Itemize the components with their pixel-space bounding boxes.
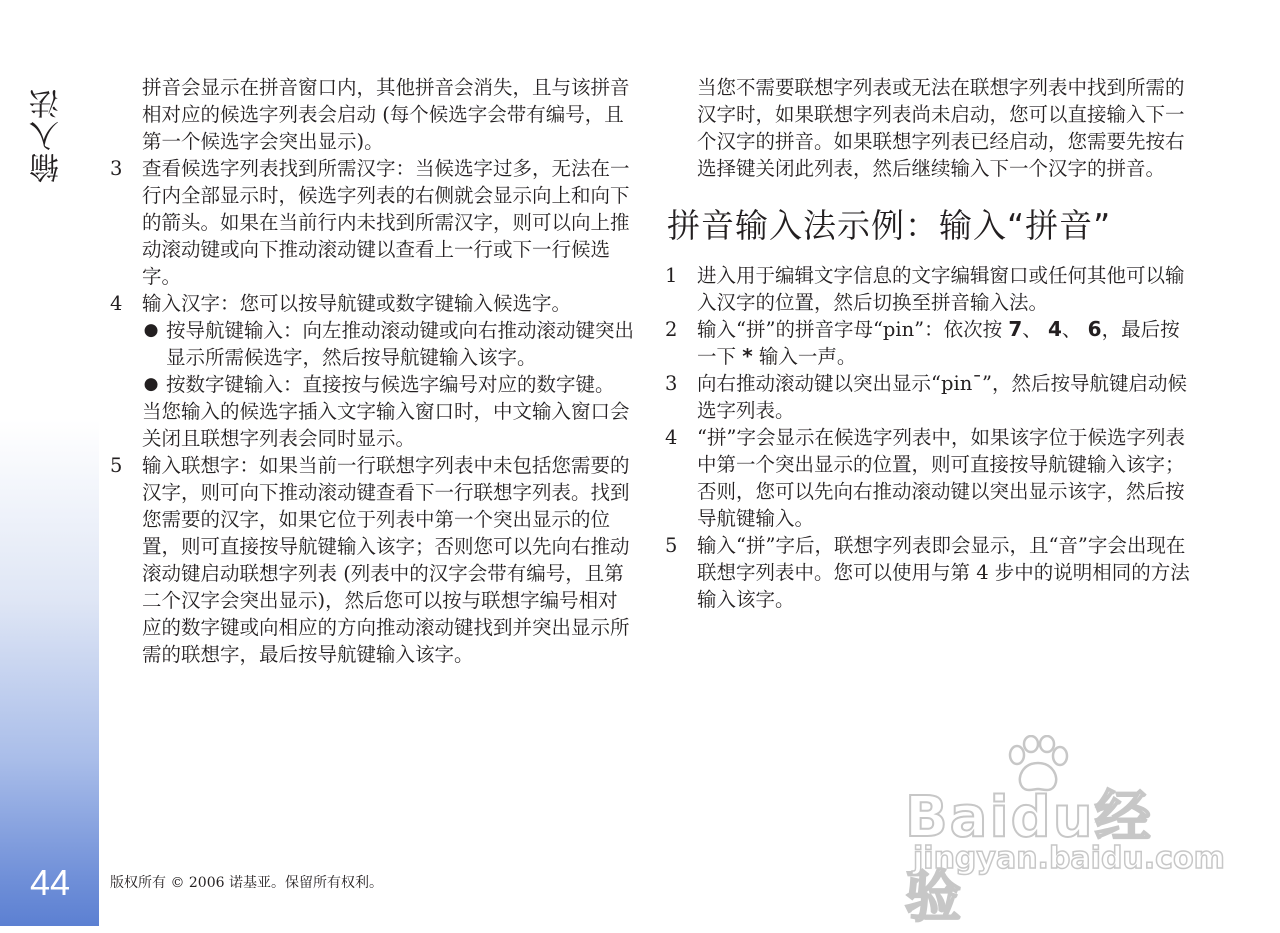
step-text: 查看候选字列表找到所需汉字：当候选字过多，无法在一行内全部显示时，候选字列表的右侧就会显示向上和向下的箭头。如果在当前行内未找到所需汉字，则可以向上推动滚动键或向下推动滚动键以查看上一行或下一行候选字。 [142, 157, 630, 288]
bullet-icon: ● [143, 374, 159, 394]
step-number: 2 [665, 318, 678, 341]
step-number: 4 [110, 292, 123, 315]
step-text: 输入汉字：您可以按导航键或数字键输入候选字。 [142, 292, 572, 315]
step-text: 输入“拼”字后，联想字列表即会显示，且“音”字会出现在联想字列表中。您可以使用与第 4 步中的说明相同的方法输入该字。 [697, 534, 1190, 611]
right-column [663, 74, 1193, 613]
bullet-icon: ● [143, 320, 159, 340]
step-4 [108, 290, 636, 317]
key-4-icon: 4 [1048, 317, 1062, 341]
example-step-4 [663, 424, 1193, 532]
step-number: 3 [665, 372, 678, 395]
separator: 、 [1061, 318, 1082, 341]
step5-continuation: 当您不需要联想字列表或无法在联想字列表中找到所需的汉字时，如果联想字列表尚未启动，您可以直接输入下一个汉字的拼音。如果联想字列表已经启动，您需要先按右选择键关闭此列表，然后继续输入下一个汉字的拼音。 [697, 76, 1185, 180]
example-step-1 [663, 262, 1193, 316]
step-text: 进入用于编辑文字信息的文字编辑窗口或任何其他可以输入汉字的位置，然后切换至拼音输入法。 [697, 264, 1185, 314]
step-number: 4 [665, 426, 678, 449]
watermark-logo: Baidu经验 [905, 785, 1153, 930]
step-text: 输入一声。 [758, 345, 857, 368]
step-text: 输入“拼”的拼音字母“pin”：依次按 [697, 318, 1003, 341]
step-3 [108, 155, 636, 290]
step-text: 输入联想字：如果当前一行联想字列表中未包括您需要的汉字，则可向下推动滚动键查看下一行联想字列表。找到您需要的汉字，如果它位于列表中第一个突出显示的位置，则可直接按导航键输入该字；否则您可以先向右推动滚动键启动联想字列表 (列表中的汉字会带有编号，且第二个汉字会突出显示)，然后您可以按与联想字编号相对应的数字键或向相应的方向推动滚动键找到并突出显示所需的联想字，最后按导航键输入该字。 [142, 454, 630, 666]
bullet-text: 按数字键输入：直接按与候选字编号对应的数字键。 [166, 373, 615, 396]
separator: 、 [1022, 318, 1042, 341]
step-text: “拼”字会显示在候选字列表中，如果该字位于候选字列表中第一个突出显示的位置，则可直接按导航键输入该字；否则，您可以先向右推动滚动键以突出显示该字，然后按导航键输入。 [697, 426, 1185, 530]
step-number: 5 [665, 534, 678, 557]
page-number: 44 [29, 862, 71, 903]
key-6-icon: 6 [1087, 317, 1102, 341]
sidebar [0, 0, 99, 926]
bullet-text: 按导航键输入：向左推动滚动键或向右推动滚动键突出显示所需候选字，然后按导航键输入该字。 [166, 319, 635, 369]
step-number: 5 [110, 454, 123, 477]
key-7-icon: 7 [1008, 317, 1023, 341]
step-text: 向右推动滚动键以突出显示“pin¯”，然后按导航键启动候选字列表。 [697, 372, 1187, 422]
example-step-2 [663, 316, 1193, 370]
left-column [108, 74, 636, 668]
copyright-footer: 版权所有 © 2006 诺基亚。保留所有权利。 [110, 875, 383, 891]
bullet-item [108, 317, 636, 371]
key-star-icon: * [742, 344, 753, 368]
chapter-title: 输入法 [30, 87, 65, 183]
step-number: 3 [110, 157, 123, 180]
section-heading: 拼音输入法示例：输入“拼音” [667, 206, 1112, 245]
example-step-3 [663, 370, 1193, 424]
bullet-item [108, 371, 636, 398]
watermark-url: jingyan.baidu.com [913, 841, 1225, 876]
step2-continuation: 拼音会显示在拼音窗口内，其他拼音会消失，且与该拼音相对应的候选字列表会启动 (每个候选字会带有编号，且第一个候选字会突出显示)。 [142, 76, 630, 153]
baidu-watermark [905, 735, 1225, 930]
step4-note: 当您输入的候选字插入文字输入窗口时，中文输入窗口会关闭且联想字列表会同时显示。 [142, 400, 630, 450]
step-text: ，最后按一下 [697, 318, 1180, 368]
step-number: 1 [665, 264, 678, 287]
step-5 [108, 452, 636, 668]
example-step-5 [663, 532, 1193, 613]
